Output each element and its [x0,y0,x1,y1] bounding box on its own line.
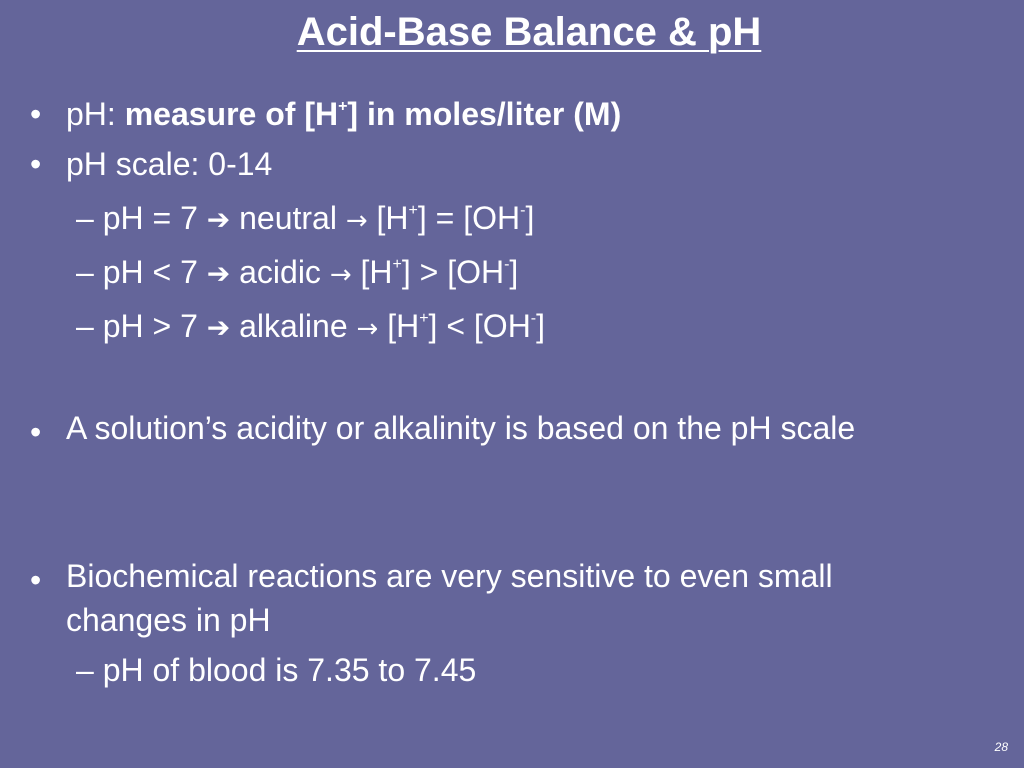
bold-arrow-icon: ➔ [206,203,231,236]
arrow-right-icon: → [345,206,368,236]
sub-dash: – [76,652,94,688]
bullet-marker: • [30,146,42,182]
sub-dash: – [76,200,94,236]
page-number: 28 [994,740,1008,754]
bullet-bold-text: measure of [H+] in moles/liter (M) [124,96,622,132]
bullet-marker: • [30,96,42,132]
bullet-marker: • [30,562,42,598]
bullet-text: pH scale: 0-14 [66,146,273,182]
arrow-right-icon: → [356,314,379,344]
arrow-right-icon: → [329,260,352,290]
bullet-marker: • [30,414,42,450]
bold-arrow-icon: ➔ [206,257,231,290]
sub-dash: – [76,308,94,344]
slide-title: Acid-Base Balance & pH [296,10,762,54]
bold-arrow-icon: ➔ [206,311,231,344]
slide: Acid-Base Balance & pH • pH: measure of [H+] in moles/liter (M) • pH scale: 0-14 – pH = 7 ➔ neutral → [H+] = [OH-] – pH < 7 ➔ acidic → [H+] > [OH-] – pH > 7 ➔ alkaline → [H+] < [OH-] • A solution’s acidity or alkalinity is based on the pH scale • Biochemical reactions are very sensitive to even small changes in pH – pH of blood is 7.35 to 7.45 28 [0,0,1024,768]
bullet-text: Biochemical reactions are very sensitive to even small changes in pH [66,558,833,638]
bullet-text: A solution’s acidity or alkalinity is based on the pH scale [66,410,856,446]
sub-dash: – [76,254,94,290]
bullet-prefix: pH: [66,96,125,132]
sub-bullet-text: pH of blood is 7.35 to 7.45 [102,652,477,688]
